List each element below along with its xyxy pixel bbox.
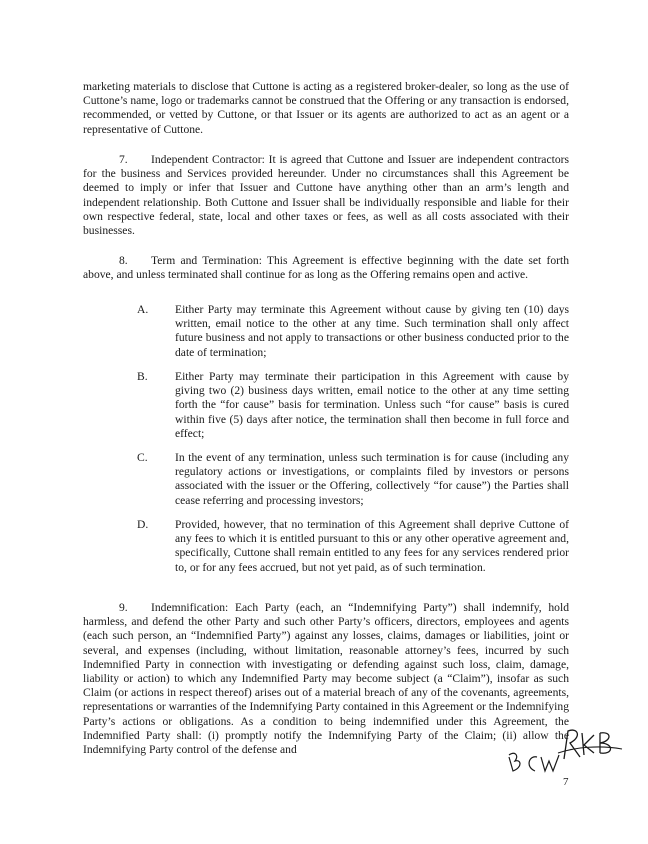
section-9-text: Indemnification: Each Party (each, an “Indemnifying Party”) shall indemnify, hold harmless, and defend the other Party and such other Party’s officers, directors, employees and agents (each such person, an “Indemnified Party”) against any losses, claims, damages or liabilities, joint or several, and expenses (including, without limitation, reasonable attorney’s fees, incurred by such Indemnified Party in connection with investigating or defending against such loss, claim, damage, liability or action) to which any Indemnified Party may become subject (a “Claim”), insofar as such Claim (or actions in respect thereof) arises out of a material breach of any of the covenants, agreements, representations or warranties of the Indemnifying Party contained in this Agreement or the Indemnifying Party’s actions or obligations. As a condition to being indemnified under this Agreement, the Indemnified Party shall: (i) promptly notify the Indemnifying Party of the Claim; (ii) allow the Indemnifying Party control of the defense and <box>83 601 569 757</box>
intro-paragraph: marketing materials to disclose that Cuttone is acting as a registered broker-dealer, so long as the use of Cuttone’s name, logo or trademarks cannot be construed that the Offering or any transaction is endorsed, recommended, or vetted by Cuttone, or that Issuer or its agents are authorized to act as an agent or a representative of Cuttone. <box>83 80 569 136</box>
item-text: Either Party may terminate their participation in this Agreement with cause by giving two (2) business days written, email notice to the other at any time setting forth the “for cause” basis for termination. Unless such “for cause” basis is cured within five (5) days after notice, the termination shall then become in full force and effect; <box>175 370 569 440</box>
item-text: In the event of any termination, unless such termination is for cause (including any regulatory actions or investigations, or complaints filed by investors or persons associated with the issuer or the Offering, collectively “for cause”) the Parties shall cease referring and processing investors; <box>175 451 569 507</box>
initials-rkb-signature <box>556 723 626 767</box>
section-8-item-c <box>137 451 569 508</box>
section-8-item-d <box>137 518 569 575</box>
item-text: Provided, however, that no termination of this Agreement shall deprive Cuttone of any fees to which it is entitled pursuant to this or any other operative agreement and, specifically, Cuttone shall remain entitled to any fees for any services rendered prior to, or for any fees accrued, but not yet paid, as of such termination. <box>175 518 569 574</box>
page-number: 7 <box>563 776 569 788</box>
item-text: Either Party may terminate this Agreement without cause by giving ten (10) days written, email notice to the other at any time. Such termination shall only affect future business and not apply to transactions or other business conducted prior to the date of termination; <box>175 303 569 359</box>
section-8-item-b <box>137 370 569 441</box>
section-8-item-a <box>137 303 569 360</box>
item-letter: B. <box>137 370 148 383</box>
section-7-text: Independent Contractor: It is agreed that Cuttone and Issuer are independent contractors for the business and Services provided hereunder. Under no circumstances shall this Agreement be deemed to imply or infer that Issuer and Cuttone have anything other than an arm’s length and independent relationship. Both Cuttone and Issuer shall be individually responsible and liable for their own respective federal, state, local and other taxes or fees, as well as all costs associated with their businesses. <box>83 153 569 238</box>
section-9-paragraph <box>83 601 569 757</box>
section-9-number: 9. <box>119 601 128 614</box>
item-letter: D. <box>137 518 149 531</box>
section-7-number: 7. <box>119 153 128 166</box>
item-letter: A. <box>137 303 149 316</box>
section-7-paragraph <box>83 153 569 238</box>
item-letter: C. <box>137 451 148 464</box>
section-8-paragraph <box>83 254 569 282</box>
section-8-text: Term and Termination: This Agreement is effective beginning with the date set forth above, and unless terminated shall continue for as long as the Offering remains open and active. <box>83 254 569 282</box>
section-8-number: 8. <box>119 254 128 267</box>
